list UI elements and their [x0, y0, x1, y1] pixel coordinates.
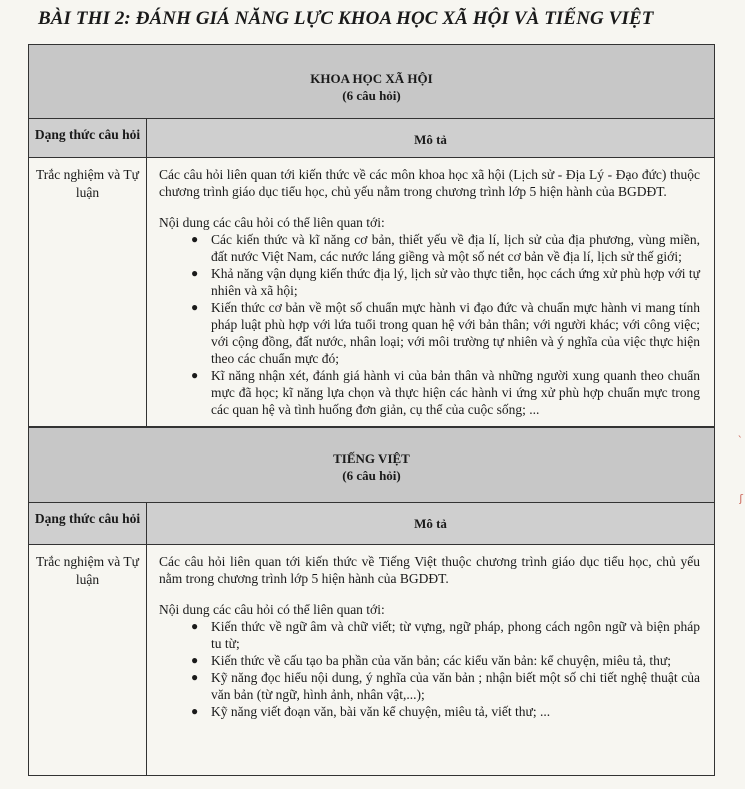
- pen-mark-decoration: ˎ: [737, 425, 743, 438]
- exam-table: [28, 44, 715, 776]
- lead-text: Nội dung các câu hỏi có thể liên quan tới:: [159, 215, 385, 230]
- page-title: BÀI THI 2: ĐÁNH GIÁ NĂNG LỰC KHOA HỌC XÃ HỘI VÀ TIẾNG VIỆT: [38, 8, 654, 29]
- column-header-row: [29, 119, 714, 158]
- bullet-icon: ●: [191, 300, 199, 314]
- section-subtitle: (6 câu hỏi): [342, 88, 401, 103]
- list-item-text: Kĩ năng nhận xét, đánh giá hành vi của bản thân và những người xung quanh theo chuẩn mực đã học; kĩ năng lựa chọn và thực hiện các hành vi ứng xử phù hợp chuẩn mực trong các quan hệ và tình huống đơn giản, cụ thể của cuộc sống; ...: [211, 368, 700, 417]
- bullet-icon: ●: [191, 704, 199, 718]
- bullet-icon: ●: [191, 368, 199, 382]
- list-item-text: Khả năng vận dụng kiến thức địa lý, lịch sử vào thực tiễn, học cách ứng xử phù hợp với tự nhiên và xã hội;: [211, 266, 700, 298]
- list-item-text: Kiến thức về ngữ âm và chữ viết; từ vựng, ngữ pháp, phong cách ngôn ngữ và biện pháp tu từ;: [211, 619, 700, 651]
- intro-text: Các câu hỏi liên quan tới kiến thức về Tiếng Việt thuộc chương trình giáo dục tiểu học, chủ yếu nằm trong chương trình lớp 5 hiện hành của BGDĐT.: [159, 554, 700, 586]
- intro-text: Các câu hỏi liên quan tới kiến thức về các môn khoa học xã hội (Lịch sử - Địa Lý - Đạo đức) thuộc chương trình giáo dục tiểu học, chủ yếu nằm trong chương trình lớp 5 hiện hành của BGDĐT.: [159, 167, 700, 199]
- section-header-social-science: [29, 45, 714, 119]
- section-title: KHOA HỌC XÃ HỘI: [310, 71, 433, 86]
- section-subtitle: (6 câu hỏi): [342, 468, 401, 483]
- pen-mark-decoration: ʃ: [739, 492, 743, 505]
- bullet-icon: ●: [191, 619, 199, 633]
- question-type-cell: Trắc nghiệm và Tự luận: [29, 545, 147, 775]
- list-item: [191, 299, 700, 367]
- description-cell: [147, 545, 714, 775]
- bullet-list: [159, 231, 700, 418]
- list-item: [191, 367, 700, 418]
- description-cell: [147, 158, 714, 426]
- bullet-icon: ●: [191, 670, 199, 684]
- bullet-list: [159, 618, 700, 720]
- list-item-text: Kỹ năng viết đoạn văn, bài văn kể chuyện, miêu tả, viết thư; ...: [211, 704, 551, 719]
- column-header-question-type: Dạng thức câu hỏi: [29, 119, 147, 157]
- question-type-cell: Trắc nghiệm và Tự luận: [29, 158, 147, 426]
- list-item-text: Kiến thức về cấu tạo ba phần của văn bản; các kiểu văn bản: kể chuyện, miêu tả, thư;: [211, 653, 671, 668]
- section-header-vietnamese: [29, 427, 714, 503]
- bullet-icon: ●: [191, 266, 199, 280]
- column-header-row: [29, 503, 714, 545]
- list-item: [191, 618, 700, 652]
- list-item-text: Kỹ năng đọc hiểu nội dung, ý nghĩa của văn bản ; nhận biết một số chi tiết nghệ thuật của văn bản (từ ngữ, hình ảnh, nhân vật,...);: [211, 670, 700, 702]
- list-item: [191, 703, 700, 720]
- bullet-icon: ●: [191, 653, 199, 667]
- content-row: [29, 545, 714, 775]
- lead-text: Nội dung các câu hỏi có thể liên quan tới:: [159, 602, 385, 617]
- bullet-icon: ●: [191, 232, 199, 246]
- column-header-description: Mô tả: [147, 503, 714, 544]
- list-item-text: Các kiến thức và kĩ năng cơ bản, thiết yếu về địa lí, lịch sử của địa phương, vùng miền, đất nước Việt Nam, các nước láng giềng và một số nét cơ bản về địa lí, lịch sử thế giới;: [211, 232, 700, 264]
- column-header-description: Mô tả: [147, 119, 714, 157]
- list-item: [191, 652, 700, 669]
- list-item: [191, 669, 700, 703]
- list-item: [191, 231, 700, 265]
- section-title: TIẾNG VIỆT: [333, 451, 410, 466]
- list-item: [191, 265, 700, 299]
- list-item-text: Kiến thức cơ bản về một số chuẩn mực hành vi đạo đức và chuẩn mực hành vi mang tính pháp luật phù hợp với lứa tuổi trong quan hệ với bản thân; với người khác; với công việc; với cộng đồng, đất nước, nhân loại; với môi trường tự nhiên và ý nghĩa của việc thực hiện theo các chuẩn mực đó;: [211, 300, 700, 366]
- content-row: [29, 158, 714, 427]
- column-header-question-type: Dạng thức câu hỏi: [29, 503, 147, 544]
